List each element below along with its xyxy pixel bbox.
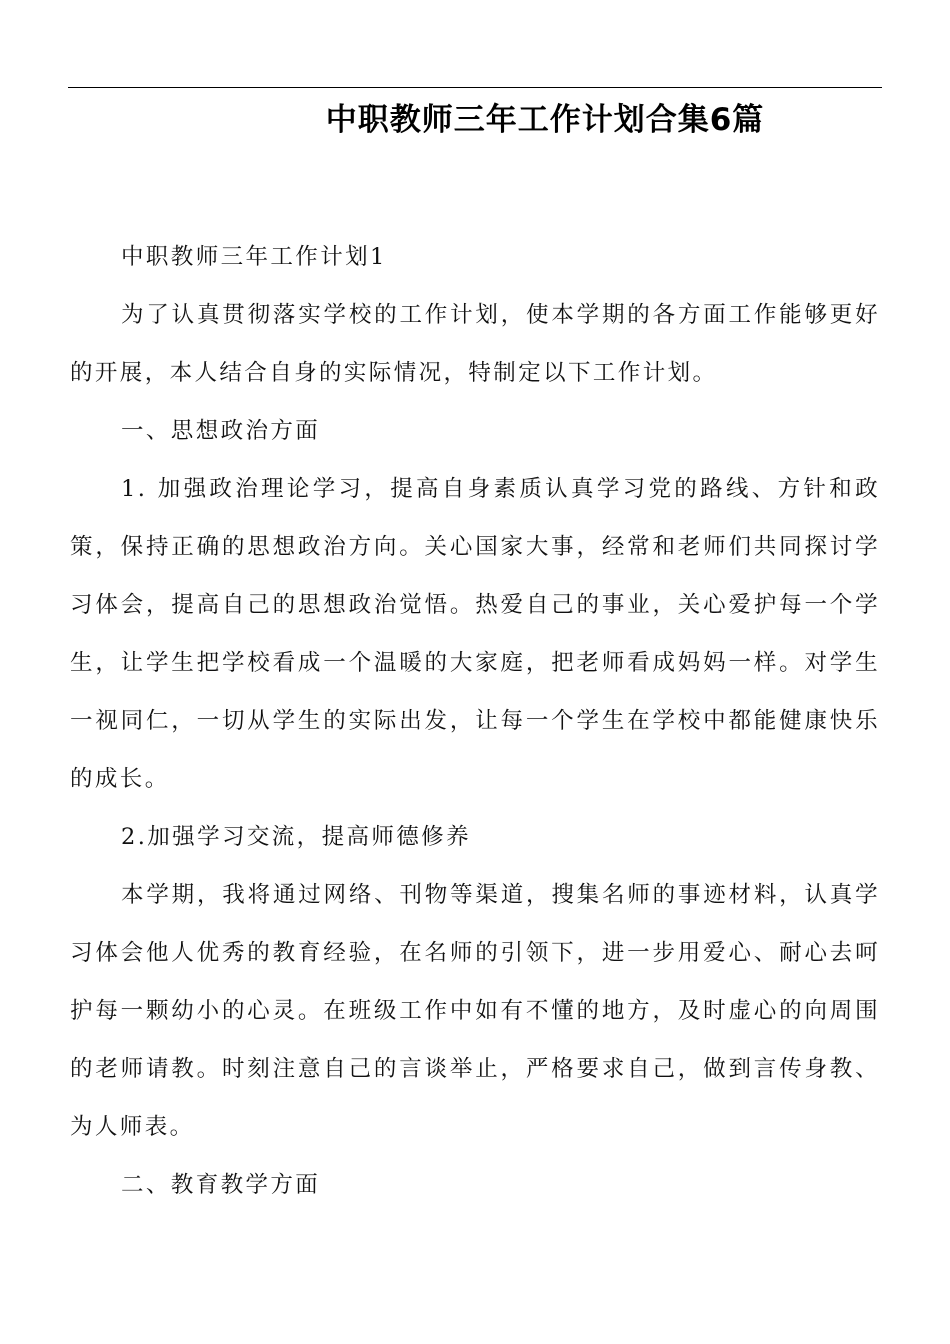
intro-paragraph: 为了认真贯彻落实学校的工作计划，使本学期的各方面工作能够更好的开展，本人结合自身的实际情况，特制定以下工作计划。 (70, 302, 880, 386)
paragraph-learning-exchange: 本学期，我将通过网络、刊物等渠道，搜集名师的事迹材料，认真学习体会他人优秀的教育经验，在名师的引领下，进一步用爱心、耐心去呵护每一颗幼小的心灵。在班级工作中如有不懂的地方，及时虚心的向周围的老师请教。时刻注意自己的言谈举止，严格要求自己，做到言传身教、为人师表。 (70, 882, 880, 1140)
section-heading-ideology: 一、思想政治方面 (121, 418, 321, 444)
section-heading-teaching: 二、教育教学方面 (121, 1172, 321, 1198)
header-rule (68, 87, 882, 88)
paragraph-political-study: 1. 加强政治理论学习，提高自身素质认真学习党的路线、方针和政策，保持正确的思想政治方向。关心国家大事，经常和老师们共同探讨学习体会，提高自己的思想政治觉悟。热爱自己的事业，关心爱护每一个学生，让学生把学校看成一个温暖的大家庭，把老师看成妈妈一样。对学生一视同仁，一切从学生的实际出发，让每一个学生在学校中都能健康快乐的成长。 (70, 476, 880, 792)
section-heading-plan-1: 中职教师三年工作计划1 (121, 244, 387, 270)
subheading-learning-exchange: 2.加强学习交流，提高师德修养 (121, 824, 471, 850)
document-body (70, 228, 880, 1214)
document-title: 中职教师三年工作计划合集6篇 (325, 102, 765, 138)
